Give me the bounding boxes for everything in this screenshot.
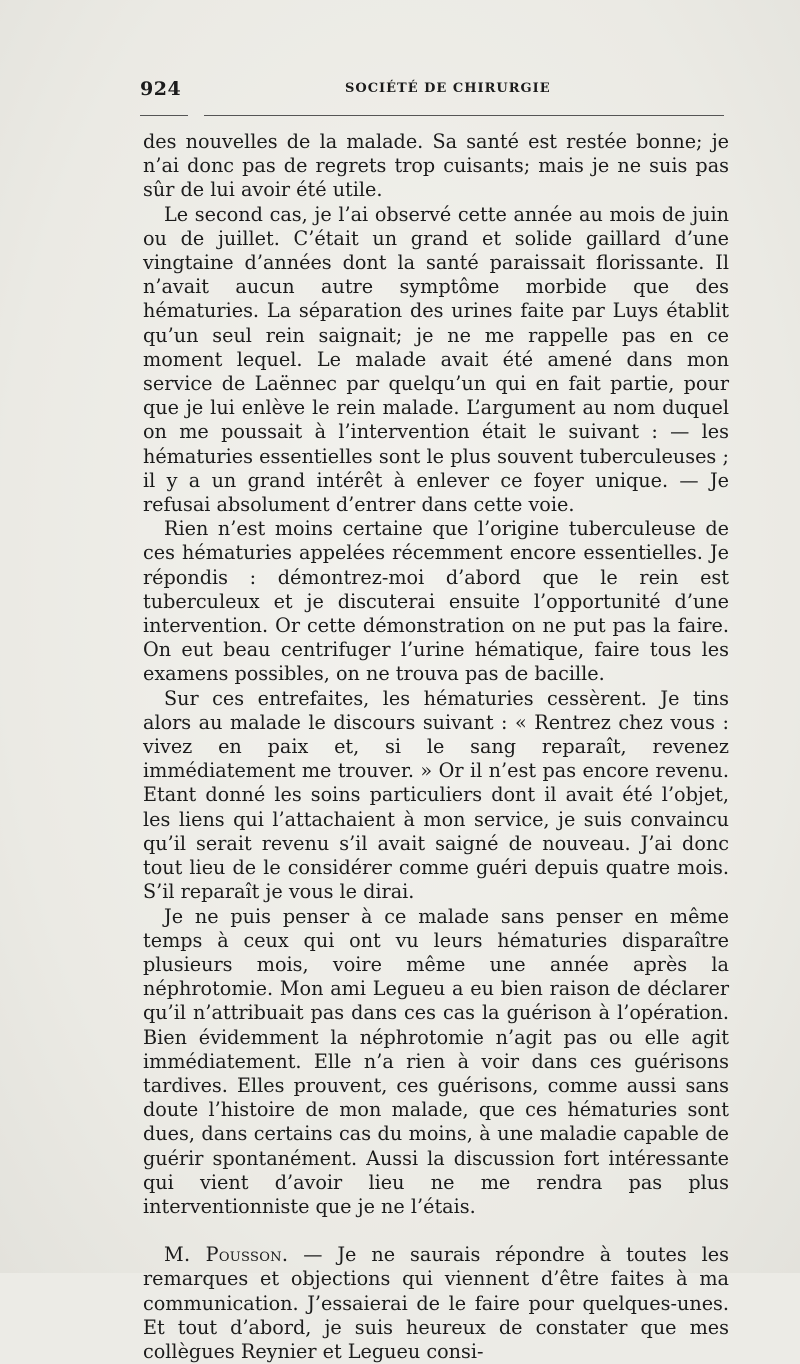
paragraph-4: Sur ces entrefaites, les hématuries cessèrent. Je tins alors au malade le discours suivant : « Rentrez chez vous : vivez en paix et, si le sang reparaît, revenez immédiatement me trouver. » Or il n’est pas encore revenu. Etant donné les soins particuliers dont il avait été l’objet, les liens qui l’attachaient à mon service, je suis convaincu qu’il serait revenu s’il avait saigné de nouveau. J’ai donc tout lieu de le considérer comme guéri depuis quatre mois. S’il reparaît je vous le dirai. (143, 686, 729, 904)
page-header (140, 78, 730, 102)
speech-text: — Je ne saurais répondre à toutes les remarques et objections qui viennent d’être faites à ma communication. J’essaierai de le faire pour quelques-unes. Et tout d’abord, je suis heureux de constater que mes collègues Reynier et Legueu consi- (143, 1243, 729, 1363)
running-head: SOCIÉTÉ DE CHIRURGIE (345, 81, 551, 96)
paragraph-3: Rien n’est moins certaine que l’origine tuberculeuse de ces hématuries appelées récemment encore essentielles. Je répondis : démontrez-moi d’abord que le rein est tuberculeux et je discuterai ensuite l’opportunité d’une intervention. Or cette démonstration on ne put pas la faire. On eut beau centrifuger l’urine hématique, faire tous les examens possibles, on ne trouva pas de bacille. (143, 517, 729, 686)
paragraph-5: Je ne puis penser à ce malade sans penser en même temps à ceux qui ont vu leurs hématuries disparaître plusieurs mois, voire même une année après la néphrotomie. Mon ami Legueu a eu bien raison de déclarer qu’il n’attribuait pas dans ces cas la guérison à l’opération. Bien évidemment la néphrotomie n’agit pas ou elle agit immédiatement. Elle n’a rien à voir dans ces guérisons tardives. Elles prouvent, ces guérisons, comme aussi sans doute l’histoire de mon malade, que ces hématuries sont dues, dans certains cas du moins, à une maladie capable de guérir spontanément. Aussi la discussion fort intéressante qui vient d’avoir lieu ne me rendra pas plus interventionniste que je ne l’étais. (143, 904, 729, 1218)
body-text (143, 130, 729, 1364)
header-rule-right (204, 115, 724, 116)
paragraph-1: des nouvelles de la malade. Sa santé est restée bonne; je n’ai donc pas de regrets trop cuisants; mais je ne suis pas sûr de lui avoir été utile. (143, 130, 729, 202)
header-rule-left (140, 115, 188, 116)
page-number: 924 (140, 78, 182, 100)
speaker-name: M. Pousson. (164, 1243, 289, 1267)
speech-paragraph (143, 1243, 729, 1364)
paragraph-2: Le second cas, je l’ai observé cette année au mois de juin ou de juillet. C’était un grand et solide gaillard d’une vingtaine d’années dont la santé paraissait florissante. Il n’avait aucun autre symptôme morbide que des hématuries. La séparation des urines faite par Luys établit qu’un seul rein saignait; je ne me rappelle pas en ce moment lequel. Le malade avait été amené dans mon service de Laënnec par quelqu’un qui en fait partie, pour que je lui enlève le rein malade. L’argument au nom duquel on me poussait à l’intervention était le suivant : — les hématuries essentielles sont le plus souvent tuberculeuses ; il y a un grand intérêt à enlever ce foyer unique. — Je refusai absolument d’entrer dans cette voie. (143, 202, 729, 517)
